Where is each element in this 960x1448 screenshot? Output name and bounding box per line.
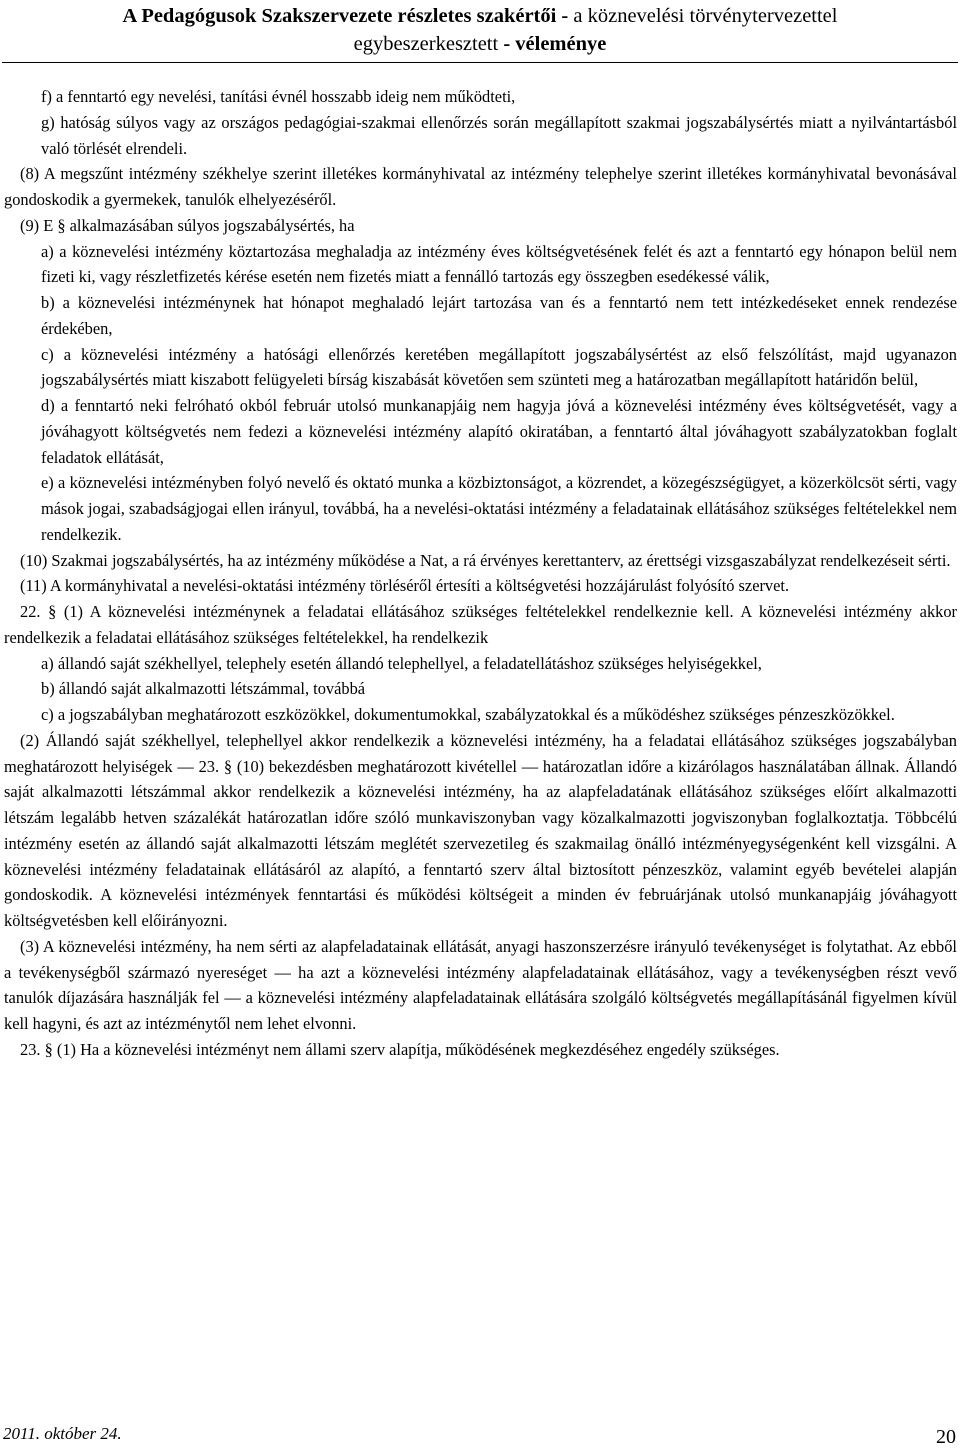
document-body — [4, 84, 957, 1063]
section-22-1: 22. § (1) A köznevelési intézménynek a feladatai ellátásához szükséges feltételekkel rendelkeznie kell. A köznevelési intézmény akkor rendelkezik a feladatai ellátásához szükséges feltételekkel, ha rendelkezik — [4, 602, 957, 647]
section-22-1-b: b) állandó saját alkalmazotti létszámmal, továbbá — [41, 679, 366, 699]
page-header — [0, 2, 960, 58]
list-item-f: f) a fenntartó egy nevelési, tanítási évnél hosszabb ideig nem működteti, — [41, 87, 516, 106]
header-divider — [2, 62, 958, 63]
section-22-1-a: a) állandó saját székhellyel, telephely esetén állandó telephellyel, a feladatellátáshoz szükséges helyiségekkel, — [41, 653, 762, 673]
paragraph-11: (11) A kormányhivatal a nevelési-oktatási intézmény törléséről értesíti a költségvetési hozzájárulást folyósító szervet. — [20, 576, 790, 596]
paragraph-9-d: d) a fenntartó neki felróható okból február utolsó munkanapjáig nem hagyja jóvá a köznevelési intézmény éves költségvetését, vagy a jóváhagyott költségvetés nem fedezi a köznevelési intézmény alapító okiratában, a fenntartó által jóváhagyott szabályzatokban foglalt feladatok ellátását, — [41, 396, 957, 467]
header-subtitle-normal: egybeszerkesztett — [353, 33, 499, 55]
paragraph-9-e: e) a köznevelési intézményben folyó nevelő és oktató munka a közbiztonságot, a közrendet, a közegészségügyet, a közerkölcsöt sérti, vagy mások jogai, szabadságjogai ellen irányul, továbbá, ha a nevelési-oktatási intézmény a feladatainak ellátásához szükséges feltételekkel nem rendelkezik. — [41, 473, 957, 544]
paragraph-9-b: b) a köznevelési intézménynek hat hónapot meghaladó lejárt tartozása van és a fenntartó nem tett intézkedéseket ennek rendezése érdekében, — [41, 293, 957, 338]
header-title-bold: A Pedagógusok Szakszervezete részletes szakértői - — [122, 5, 569, 27]
page-number: 20 — [936, 1426, 956, 1448]
header-subtitle-bold: - véleménye — [503, 33, 607, 55]
section-22-2: (2) Állandó saját székhellyel, telephellyel akkor rendelkezik a köznevelési intézmény, ha a feladatai ellátásához szükséges jogszabályban meghatározott helyiségek — 23. § (10) bekezdésben meghatározott kivétellel — határozatlan időre a kizárólagos használatában állnak. Állandó saját alkalmazotti létszámmal akkor rendelkezik a köznevelési intézmény, ha az alapfeladatának ellátásához szükséges előírt alkalmazotti létszám legalább hetven százalékát határozatlan időre szóló munkaviszonyban vagy közalkalmazotti jogviszonyban foglalkoztatja. Többcélú intézmény esetén az állandó saját alkalmazotti létszám meglétét szervezetileg és szakmailag önálló intézményegységenként kell vizsgálni. A köznevelési intézmény feladatainak ellátásáról az alapító, a fenntartó szerv által biztosított pénzeszköz, valamint egyéb bevételei alapján gondoskodik. A köznevelési intézmények fenntartási és működési költségeit a minden év februárjának utolsó munkanapjáig jóváhagyott költségvetésben kell előirányozni. — [4, 730, 957, 930]
paragraph-9: (9) E § alkalmazásában súlyos jogszabálysértés, ha — [20, 215, 355, 235]
paragraph-8: (8) A megszűnt intézmény székhelye szerint illetékes kormányhivatal az intézmény telephelye szerint illetékes kormányhivatal bevonásával gondoskodik a gyermekek, tanulók elhelyezéséről. — [4, 164, 957, 209]
header-title-normal: a köznevelési törvénytervezettel — [573, 5, 838, 27]
footer-date: 2011. október 24. — [3, 1424, 122, 1443]
list-item-g: g) hatóság súlyos vagy az országos pedagógiai-szakmai ellenőrzés során megállapított szakmai jogszabálysértés miatt a nyilvántartásból való törlését elrendeli. — [41, 112, 957, 158]
paragraph-10: (10) Szakmai jogszabálysértés, ha az intézmény működése a Nat, a rá érvényes kerettanterv, az érettségi vizsgaszabályzat rendelkezéseit sérti. — [20, 550, 951, 570]
paragraph-9-a: a) a köznevelési intézmény köztartozása meghaladja az intézmény éves költségvetésének felét és azt a fenntartó egy hónapon belül nem fizeti ki, vagy részletfizetés kérése esetén nem fizetés miatt a fennálló tartozás egy összegben esedékessé válik, — [41, 241, 957, 287]
section-22-3: (3) A köznevelési intézmény, ha nem sérti az alapfeladatainak ellátását, anyagi haszonszerzésre irányuló tevékenységet is folytathat. Az ebből a tevékenységből származó nyereséget — ha azt a köznevelési intézmény alapfeladatainak ellátásához, vagy a tevékenységben részt vevő tanulók díjazására használják fel — a köznevelési intézmény alapfeladatainak ellátására szolgáló költségvetés megállapításánál figyelmen kívül kell hagyni, és azt az intézménytől nem lehet elvonni. — [4, 936, 957, 1033]
paragraph-9-c: c) a köznevelési intézmény a hatósági ellenőrzés keretében megállapított jogszabálysértést az első felszólítást, majd ugyanazon jogszabálysértés miatt kiszabott felügyeleti bírság kiszabását követően sem szünteti meg a határozatban megállapított határidőn belül, — [41, 344, 957, 390]
header-title-line — [0, 2, 960, 30]
section-22-1-c: c) a jogszabályban meghatározott eszközökkel, dokumentumokkal, szabályzatokkal és a működéshez szükséges pénzeszközökkel. — [41, 705, 895, 724]
header-subtitle-line — [0, 30, 960, 58]
section-23-1: 23. § (1) Ha a köznevelési intézményt nem állami szerv alapítja, működésének megkezdéséhez engedély szükséges. — [20, 1039, 780, 1059]
